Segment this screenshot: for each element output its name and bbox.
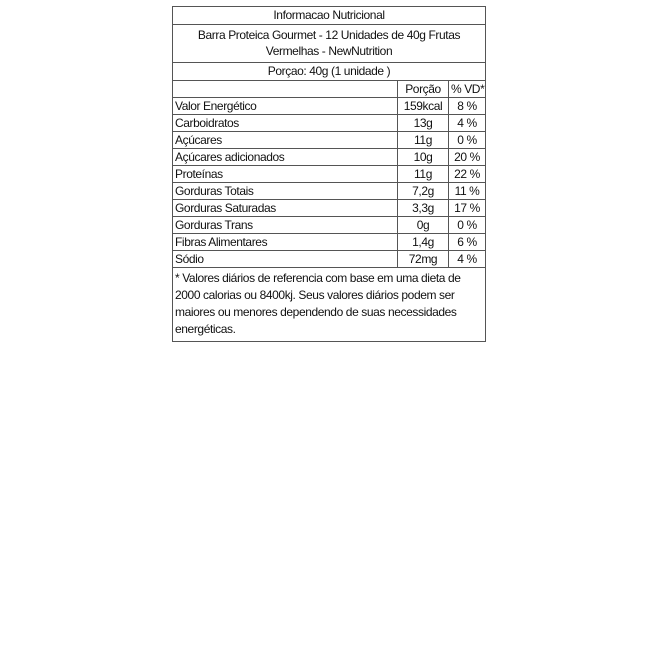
daily-value-footnote: * Valores diários de referencia com base em uma dieta de 2000 calorias ou 8400kj. Seus valores diários podem ser maiores ou menores dependendo de suas necessidades energéticas.: [173, 267, 485, 341]
table-row: [173, 115, 485, 132]
nutrient-name: Açúcares: [173, 132, 398, 149]
nutrient-vd: 8 %: [449, 98, 486, 115]
table-row: [173, 251, 485, 268]
nutrient-name: Gorduras Trans: [173, 217, 398, 234]
nutrient-vd: 4 %: [449, 115, 486, 132]
header-vd: % VD*: [449, 81, 486, 98]
table-row: [173, 183, 485, 200]
nutrient-vd: 0 %: [449, 132, 486, 149]
nutrient-vd: 0 %: [449, 217, 486, 234]
nutrient-name: Valor Energético: [173, 98, 398, 115]
nutrient-portion: 11g: [398, 132, 449, 149]
table-row: [173, 132, 485, 149]
table-row: [173, 166, 485, 183]
nutrient-name: Gorduras Saturadas: [173, 200, 398, 217]
table-row: [173, 98, 485, 115]
nutrient-name: Carboidratos: [173, 115, 398, 132]
table-row: [173, 200, 485, 217]
table-row: [173, 217, 485, 234]
nutrient-vd: 6 %: [449, 234, 486, 251]
header-nutrient: [173, 81, 398, 98]
serving-size: Porçao: 40g (1 unidade ): [173, 63, 485, 81]
nutrition-table: [173, 81, 485, 267]
table-header-row: [173, 81, 485, 98]
nutrient-portion: 11g: [398, 166, 449, 183]
table-row: [173, 149, 485, 166]
nutrition-facts-label: [172, 6, 486, 342]
nutrient-vd: 22 %: [449, 166, 486, 183]
nutrient-portion: 0g: [398, 217, 449, 234]
nutrient-name: Sódio: [173, 251, 398, 268]
nutrient-name: Gorduras Totais: [173, 183, 398, 200]
nutrient-vd: 17 %: [449, 200, 486, 217]
nutrient-portion: 72mg: [398, 251, 449, 268]
nutrient-portion: 10g: [398, 149, 449, 166]
table-row: [173, 234, 485, 251]
header-portion: Porção: [398, 81, 449, 98]
nutrient-name: Açúcares adicionados: [173, 149, 398, 166]
nutrient-portion: 13g: [398, 115, 449, 132]
nutrient-portion: 3,3g: [398, 200, 449, 217]
nutrient-vd: 11 %: [449, 183, 486, 200]
nutrient-portion: 1,4g: [398, 234, 449, 251]
nutrient-portion: 7,2g: [398, 183, 449, 200]
nutrient-portion: 159kcal: [398, 98, 449, 115]
nutrient-vd: 4 %: [449, 251, 486, 268]
product-name: Barra Proteica Gourmet - 12 Unidades de 40g Frutas Vermelhas - NewNutrition: [173, 25, 485, 63]
nutrient-vd: 20 %: [449, 149, 486, 166]
nutrient-name: Proteínas: [173, 166, 398, 183]
nutrient-name: Fibras Alimentares: [173, 234, 398, 251]
label-title: Informacao Nutricional: [173, 7, 485, 25]
